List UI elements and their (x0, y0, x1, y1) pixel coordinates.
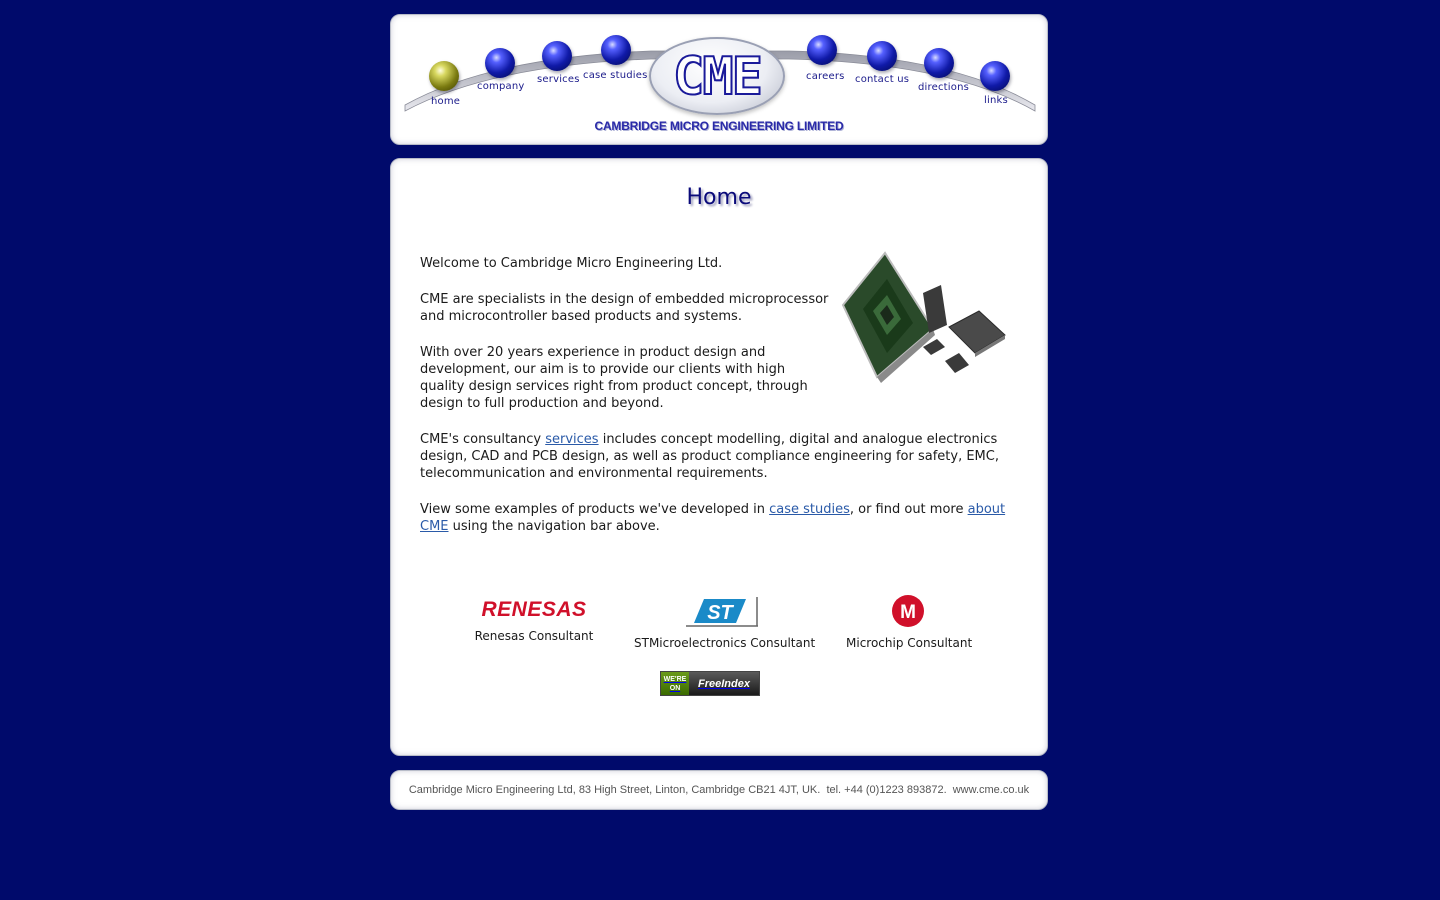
renesas-logo: RENESAS (481, 598, 587, 621)
nav-ball-careers-icon (807, 35, 837, 65)
footer (390, 770, 1048, 810)
renesas-caption: Renesas Consultant (474, 629, 594, 643)
examples-text-middle: , or find out more (849, 502, 968, 517)
examples-text-before: View some examples of products we've developed in (420, 502, 770, 517)
microchip-illustration (837, 249, 1012, 389)
about-cme-link[interactable]: about CME (420, 502, 1006, 534)
page-title: Home (686, 185, 752, 210)
stmicroelectronics-caption: STMicroelectronics Consultant (634, 636, 816, 650)
nav-directions-label: directions (918, 82, 970, 93)
nav-services-label: services (537, 74, 580, 85)
freeindex-badge-left: WE'RE ON (661, 672, 689, 695)
nav-careers-label: careers (806, 71, 845, 82)
experience-paragraph: With over 20 years experience in product design and development, our aim is to provide our clients with high quality design services right from product concept, through design to full production and beyond. (420, 345, 808, 411)
partner-renesas[interactable] (473, 595, 595, 643)
services-link[interactable]: services (545, 432, 599, 447)
services-paragraph (420, 431, 1026, 482)
st-logo (684, 595, 760, 628)
main-content (390, 158, 1048, 756)
nav-ball-company-icon (485, 48, 515, 78)
nav-links-label: links (984, 95, 1008, 106)
services-text-before: CME's consultancy (420, 432, 546, 447)
freeindex-badge-right: FreeIndex (689, 672, 759, 695)
nav-company-label: company (477, 81, 525, 92)
microchip-caption: Microchip Consultant (846, 636, 973, 650)
nav-contact-us-label: contact us (855, 74, 910, 85)
nav-ball-directions-icon (924, 48, 954, 78)
nav-ball-links-icon (980, 61, 1010, 91)
company-name-banner: CAMBRIDGE MICRO ENGINEERING LIMITED (594, 119, 844, 133)
cme-logo (649, 37, 785, 115)
nav-ball-home-icon (429, 61, 459, 91)
freeindex-badge[interactable] (660, 671, 760, 696)
examples-paragraph (420, 501, 1026, 535)
nav-case-studies-label: case studies (583, 70, 648, 81)
microchip-logo (890, 595, 926, 628)
nav-home-label: home (431, 96, 461, 107)
welcome-paragraph: Welcome to Cambridge Micro Engineering Ltd. (420, 256, 723, 271)
partner-microchip[interactable] (846, 595, 973, 650)
cme-logo-text: CME (673, 47, 761, 107)
nav-ball-case-studies-icon (601, 35, 631, 65)
specialists-paragraph: CME are specialists in the design of embedded microprocessor and microcontroller based products and systems. (420, 292, 829, 324)
examples-text-after: using the navigation bar above. (448, 519, 660, 534)
nav-ball-contact-us-icon (867, 41, 897, 71)
partner-stmicroelectronics[interactable] (634, 595, 816, 650)
services-text-after: includes concept modelling, digital and analogue electronics design, CAD and PCB design, as well as product compliance engineering for safety, EMC, telecommunication and environmental requirements. (420, 432, 999, 481)
st-logo-text: ST (707, 602, 733, 624)
header-banner (390, 14, 1048, 145)
nav-ball-services-icon (542, 41, 572, 71)
microchip-logo-text: M (900, 602, 916, 623)
case-studies-link[interactable]: case studies (769, 502, 850, 517)
footer-address: Cambridge Micro Engineering Ltd, 83 High Street, Linton, Cambridge CB21 4JT, UK. tel. +44 (0)1223 893872. www.cme.co.uk (408, 784, 1030, 796)
